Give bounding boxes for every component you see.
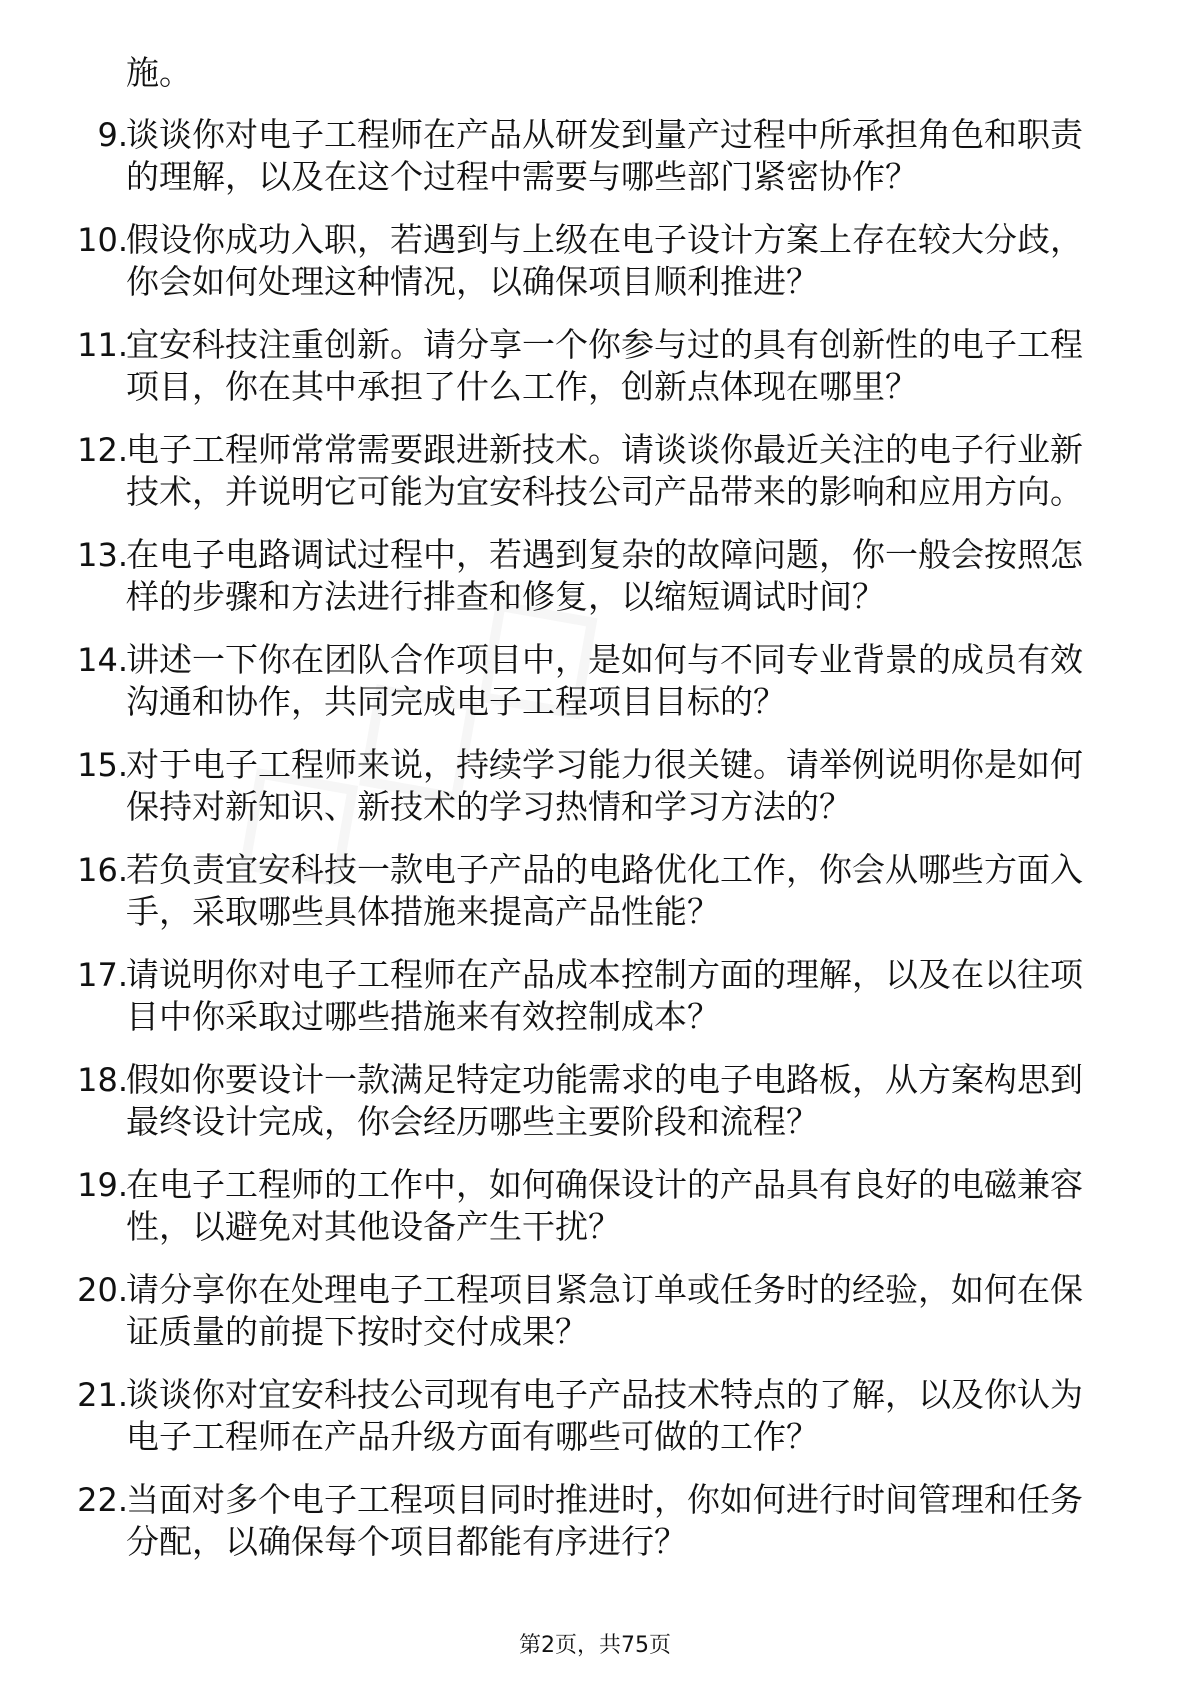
- question-item: [0, 849, 1190, 933]
- question-text: 请分享你在处理电子工程项目紧急订单或任务时的经验，如何在保证质量的前提下按时交付成果？: [126, 1270, 1083, 1351]
- question-item: [0, 324, 1190, 408]
- question-text: 谈谈你对宜安科技公司现有电子产品技术特点的了解，以及你认为电子工程师在产品升级方面有哪些可做的工作？: [126, 1375, 1083, 1456]
- question-item: [0, 639, 1190, 723]
- question-text: 请说明你对电子工程师在产品成本控制方面的理解，以及在以往项目中你采取过哪些措施来有效控制成本？: [126, 955, 1083, 1036]
- question-number: 14.: [77, 641, 128, 679]
- question-number: 9.: [97, 116, 128, 154]
- question-text: 假如你要设计一款满足特定功能需求的电子电路板，从方案构思到最终设计完成，你会经历哪些主要阶段和流程？: [126, 1060, 1083, 1141]
- continuation-text: 施。: [126, 53, 192, 92]
- question-number: 20.: [77, 1271, 128, 1309]
- question-text: 假设你成功入职，若遇到与上级在电子设计方案上存在较大分歧，你会如何处理这种情况，以确保项目顺利推进？: [126, 220, 1083, 301]
- question-item: [0, 744, 1190, 828]
- question-number: 22.: [77, 1481, 128, 1519]
- question-item: [0, 954, 1190, 1038]
- question-number: 10.: [77, 221, 128, 259]
- question-number: 17.: [77, 956, 128, 994]
- question-item: [0, 429, 1190, 513]
- question-number: 13.: [77, 536, 128, 574]
- question-number: 19.: [77, 1166, 128, 1204]
- question-number: 12.: [77, 431, 128, 469]
- question-item: [0, 1479, 1190, 1563]
- question-number: 15.: [77, 746, 128, 784]
- question-item: [0, 1269, 1190, 1353]
- question-text: 对于电子工程师来说，持续学习能力很关键。请举例说明你是如何保持对新知识、新技术的学习热情和学习方法的？: [126, 745, 1083, 826]
- question-item: [0, 1164, 1190, 1248]
- question-list: [0, 114, 1190, 1584]
- question-number: 21.: [77, 1376, 128, 1414]
- question-item: [0, 534, 1190, 618]
- page-footer: 第2页，共75页: [519, 1633, 671, 1658]
- question-text: 若负责宜安科技一款电子产品的电路优化工作，你会从哪些方面入手，采取哪些具体措施来提高产品性能？: [126, 850, 1083, 931]
- question-text: 谈谈你对电子工程师在产品从研发到量产过程中所承担角色和职责的理解，以及在这个过程中需要与哪些部门紧密协作？: [126, 115, 1083, 196]
- question-text: 在电子工程师的工作中，如何确保设计的产品具有良好的电磁兼容性，以避免对其他设备产生干扰？: [126, 1165, 1083, 1246]
- question-number: 16.: [77, 851, 128, 889]
- question-text: 当面对多个电子工程项目同时推进时，你如何进行时间管理和任务分配，以确保每个项目都能有序进行？: [126, 1480, 1083, 1561]
- question-text: 宜安科技注重创新。请分享一个你参与过的具有创新性的电子工程项目，你在其中承担了什么工作，创新点体现在哪里？: [126, 325, 1083, 406]
- question-item: [0, 1374, 1190, 1458]
- question-item: [0, 114, 1190, 198]
- question-number: 11.: [77, 326, 128, 364]
- question-text: 在电子电路调试过程中，若遇到复杂的故障问题，你一般会按照怎样的步骤和方法进行排查和修复，以缩短调试时间？: [126, 535, 1083, 616]
- question-item: [0, 219, 1190, 303]
- question-item: [0, 1059, 1190, 1143]
- question-text: 电子工程师常常需要跟进新技术。请谈谈你最近关注的电子行业新技术，并说明它可能为宜安科技公司产品带来的影响和应用方向。: [126, 430, 1083, 511]
- question-number: 18.: [77, 1061, 128, 1099]
- question-text: 讲述一下你在团队合作项目中，是如何与不同专业背景的成员有效沟通和协作，共同完成电子工程项目目标的？: [126, 640, 1083, 721]
